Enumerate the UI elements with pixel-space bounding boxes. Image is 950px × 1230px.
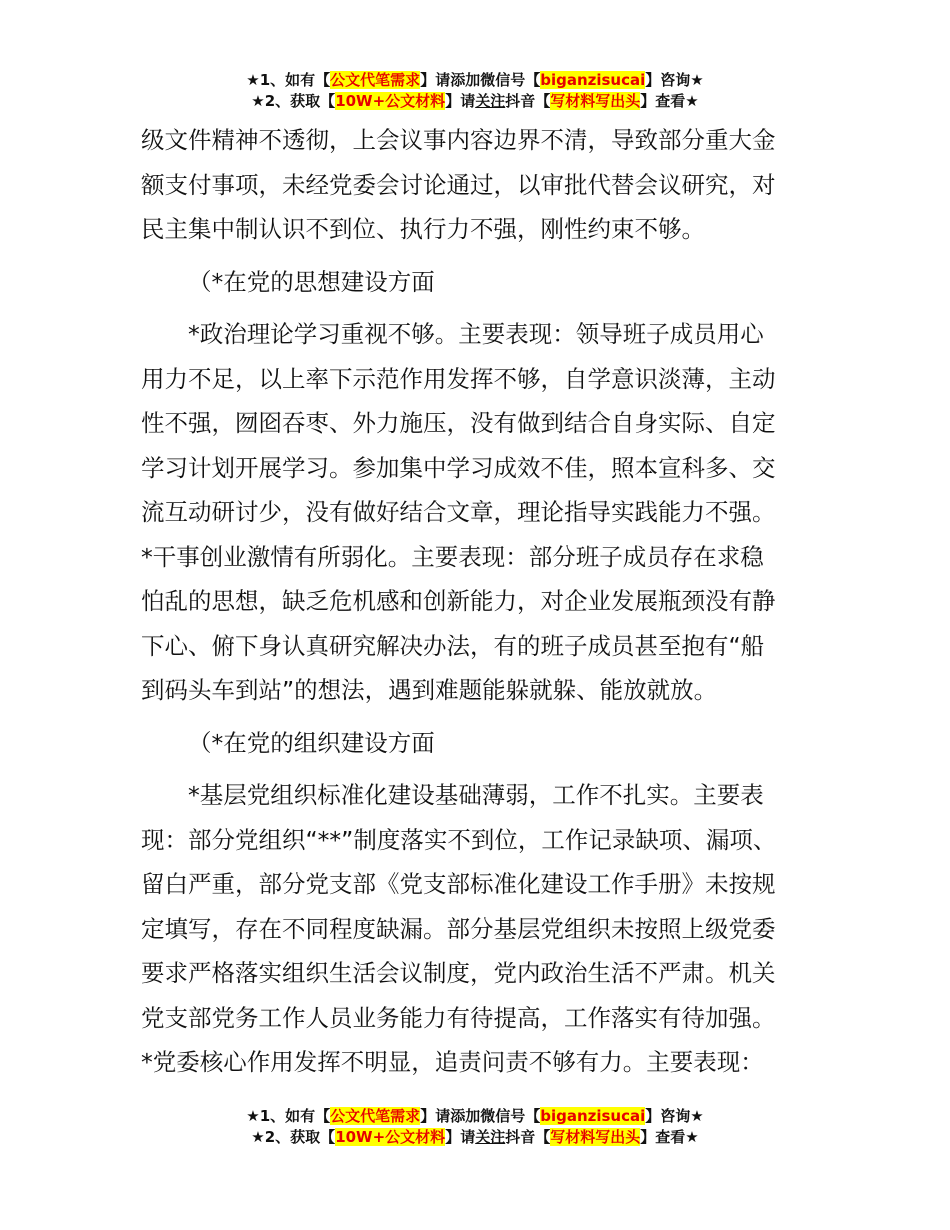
banner-line-1: ★1、如有【公文代笔需求】请添加微信号【biganzisucai】咨询★ xyxy=(246,71,704,89)
section-heading: （*在党的思想建设方面 xyxy=(188,267,435,296)
body-line: *政治理论学习重视不够。主要表现：领导班子成员用心 xyxy=(188,320,764,348)
body-line: 下心、俯下身认真研究解决办法，有的班子成员甚至抱有“船 xyxy=(141,631,765,660)
body-line: 额支付事项，未经党委会讨论通过，以审批代替会议研究，对 xyxy=(141,170,776,199)
body-line: 现：部分党组织“**”制度落实不到位，工作记录缺项、漏项、 xyxy=(141,825,777,854)
body-line: 级文件精神不透彻，上会议事内容边界不清，导致部分重大金 xyxy=(141,126,776,154)
document-body xyxy=(141,118,821,1085)
highlight-wechat-id: biganzisucai xyxy=(540,1107,646,1125)
body-line: 性不强，囫囵吞枣、外力施压，没有做到结合自身实际、自定 xyxy=(141,409,776,437)
header-banner xyxy=(0,70,950,112)
underlined-follow: 关注 xyxy=(475,1128,506,1146)
body-line: 用力不足，以上率下示范作用发挥不够，自学意识淡薄，主动 xyxy=(141,364,776,393)
body-line: 流互动研讨少，没有做好结合文章，理论指导实践能力不强。 xyxy=(141,498,776,526)
highlight-materials: 10W+公文材料 xyxy=(335,92,446,110)
banner-line-1: ★1、如有【公文代笔需求】请添加微信号【biganzisucai】咨询★ xyxy=(246,1107,704,1125)
section-heading: （*在党的组织建设方面 xyxy=(188,728,435,757)
underlined-follow: 关注 xyxy=(475,92,506,110)
footer-banner xyxy=(0,1106,950,1148)
highlight-materials: 10W+公文材料 xyxy=(335,1128,446,1146)
body-line: 民主集中制认识不到位、执行力不强，刚性约束不够。 xyxy=(141,215,705,243)
highlight-account: 写材料写出头 xyxy=(550,1128,641,1146)
body-line: 怕乱的思想，缺乏危机感和创新能力，对企业发展瓶颈没有静 xyxy=(141,587,776,615)
body-line: 留白严重，部分党支部《党支部标准化建设工作手册》未按规 xyxy=(141,870,776,898)
body-line: 定填写，存在不同程度缺漏。部分基层党组织未按照上级党委 xyxy=(141,914,776,943)
highlight-wechat-id: biganzisucai xyxy=(540,71,646,89)
highlight-service: 公文代笔需求 xyxy=(330,1107,421,1125)
body-line: *基层党组织标准化建设基础薄弱，工作不扎实。主要表 xyxy=(188,781,764,809)
body-line: 要求严格落实组织生活会议制度，党内政治生活不严肃。机关 xyxy=(141,959,776,987)
banner-line-2: ★2、获取【10W+公文材料】请关注抖音【写材料写出头】查看★ xyxy=(251,1128,699,1146)
body-line: *干事创业激情有所弱化。主要表现：部分班子成员存在求稳 xyxy=(141,542,764,571)
body-line: 学习计划开展学习。参加集中学习成效不佳，照本宣科多、交 xyxy=(141,453,776,482)
body-line: 党支部党务工作人员业务能力有待提高，工作落实有待加强。 xyxy=(141,1003,776,1032)
highlight-account: 写材料写出头 xyxy=(550,92,641,110)
highlight-service: 公文代笔需求 xyxy=(330,71,421,89)
body-line: *党委核心作用发挥不明显，追责问责不够有力。主要表现： xyxy=(141,1048,764,1076)
body-line: 到码头车到站”的想法，遇到难题能躲就躲、能放就放。 xyxy=(141,676,718,704)
banner-line-2: ★2、获取【10W+公文材料】请关注抖音【写材料写出头】查看★ xyxy=(251,92,699,110)
